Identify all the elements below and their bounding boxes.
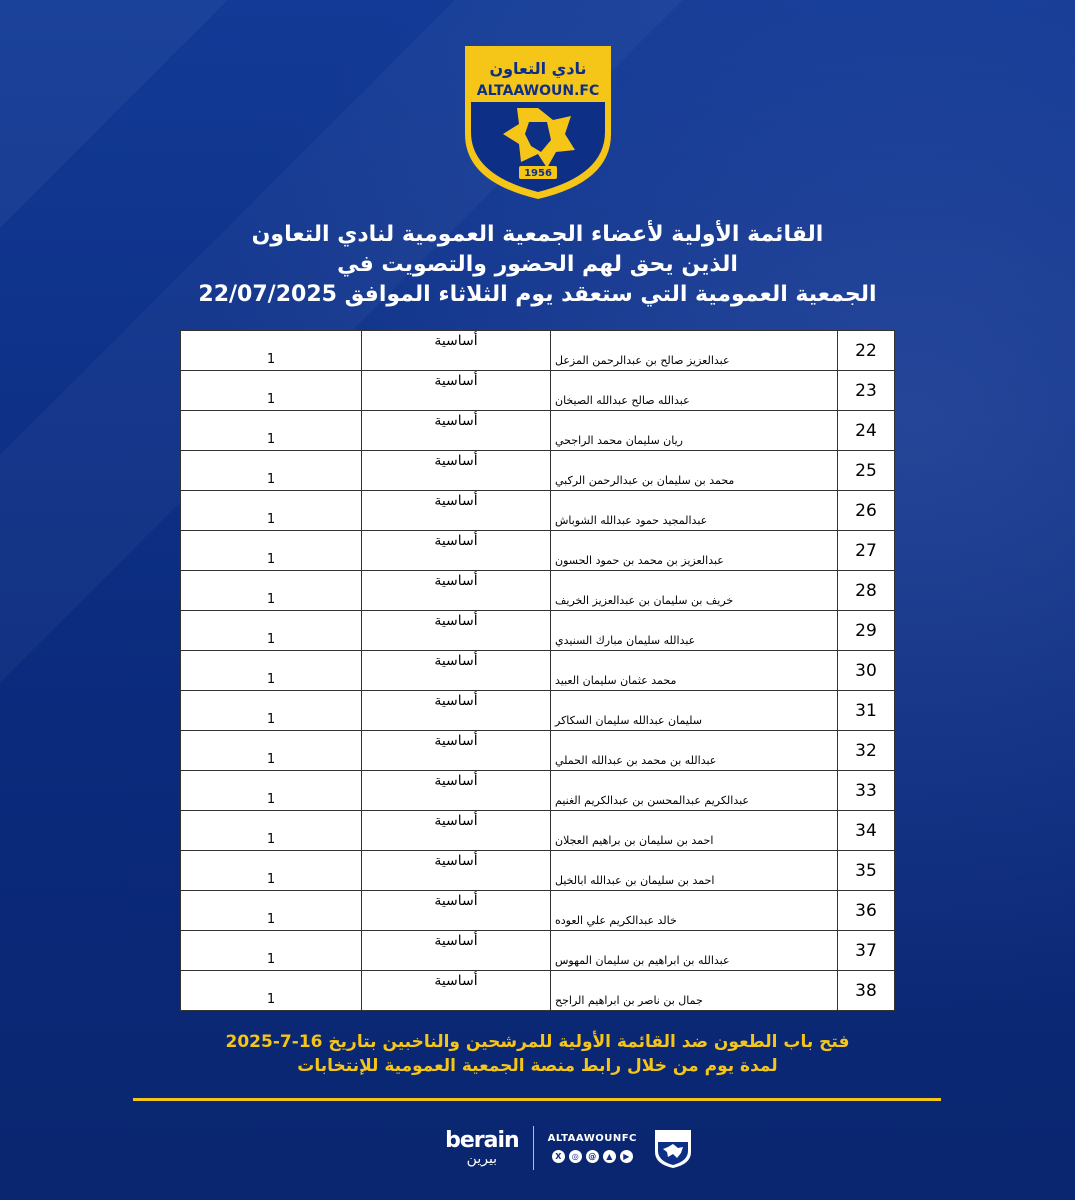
page-title bbox=[100, 220, 975, 310]
table-row bbox=[181, 771, 895, 811]
row-number: 31 bbox=[838, 691, 895, 731]
member-name: ريان سليمان محمد الراجحي bbox=[551, 411, 838, 451]
snapchat-icon[interactable]: ▲ bbox=[603, 1150, 616, 1163]
row-number: 23 bbox=[838, 371, 895, 411]
vote-count: 1 bbox=[181, 411, 362, 451]
crest-english: ALTAAWOUN.FC bbox=[476, 83, 600, 99]
member-name: عبدالله بن محمد بن عبدالله الحملي bbox=[551, 731, 838, 771]
table-row bbox=[181, 811, 895, 851]
member-name: عبدالله صالح عبدالله الصيخان bbox=[551, 371, 838, 411]
member-name: خالد عبدالكريم علي العوده bbox=[551, 891, 838, 931]
sponsor-logo bbox=[445, 1130, 519, 1166]
member-name: عبدالعزيز صالح بن عبدالرحمن المزعل bbox=[551, 331, 838, 371]
vote-count: 1 bbox=[181, 491, 362, 531]
row-number: 22 bbox=[838, 331, 895, 371]
appeal-notice bbox=[100, 1030, 975, 1078]
membership-type: أساسية bbox=[362, 371, 551, 411]
row-number: 32 bbox=[838, 731, 895, 771]
row-number: 26 bbox=[838, 491, 895, 531]
membership-type: أساسية bbox=[362, 811, 551, 851]
members-table bbox=[180, 330, 895, 1011]
title-line-1: القائمة الأولية لأعضاء الجمعية العمومية لنادي التعاون bbox=[251, 222, 824, 247]
vote-count: 1 bbox=[181, 651, 362, 691]
vote-count: 1 bbox=[181, 611, 362, 651]
table-row bbox=[181, 731, 895, 771]
vote-count: 1 bbox=[181, 971, 362, 1011]
row-number: 34 bbox=[838, 811, 895, 851]
member-name: خريف بن سليمان بن عبدالعزيز الخريف bbox=[551, 571, 838, 611]
member-name: سليمان عبدالله سليمان السكاكر bbox=[551, 691, 838, 731]
row-number: 38 bbox=[838, 971, 895, 1011]
member-name: محمد عثمان سليمان العبيد bbox=[551, 651, 838, 691]
row-number: 35 bbox=[838, 851, 895, 891]
row-number: 24 bbox=[838, 411, 895, 451]
table-row bbox=[181, 411, 895, 451]
member-name: عبدالعزيز بن محمد بن حمود الحسون bbox=[551, 531, 838, 571]
member-name: عبدالله سليمان مبارك السنيدي bbox=[551, 611, 838, 651]
row-number: 28 bbox=[838, 571, 895, 611]
row-number: 36 bbox=[838, 891, 895, 931]
row-number: 37 bbox=[838, 931, 895, 971]
table-row bbox=[181, 491, 895, 531]
table-row bbox=[181, 891, 895, 931]
table-row bbox=[181, 611, 895, 651]
crest-year: 1956 bbox=[524, 168, 552, 179]
youtube-icon[interactable]: ▶ bbox=[620, 1150, 633, 1163]
membership-type: أساسية bbox=[362, 531, 551, 571]
vote-count: 1 bbox=[181, 771, 362, 811]
row-number: 29 bbox=[838, 611, 895, 651]
row-number: 25 bbox=[838, 451, 895, 491]
member-name: محمد بن سليمان بن عبدالرحمن الركبي bbox=[551, 451, 838, 491]
membership-type: أساسية bbox=[362, 611, 551, 651]
footer-separator bbox=[533, 1126, 534, 1170]
member-name: احمد بن سليمان بن براهيم العجلان bbox=[551, 811, 838, 851]
footer bbox=[420, 1118, 720, 1178]
table-row bbox=[181, 851, 895, 891]
table-row bbox=[181, 971, 895, 1011]
table-row bbox=[181, 571, 895, 611]
vote-count: 1 bbox=[181, 891, 362, 931]
membership-type: أساسية bbox=[362, 691, 551, 731]
vote-count: 1 bbox=[181, 571, 362, 611]
member-name: عبدالمجيد حمود عبدالله الشوباش bbox=[551, 491, 838, 531]
membership-type: أساسية bbox=[362, 931, 551, 971]
sponsor-name-ar: بيرين bbox=[466, 1151, 498, 1167]
vote-count: 1 bbox=[181, 811, 362, 851]
membership-type: أساسية bbox=[362, 411, 551, 451]
notice-line-1: فتح باب الطعون ضد القائمة الأولية للمرشحين والناخبين بتاريخ 16-7-2025 bbox=[225, 1032, 850, 1052]
membership-type: أساسية bbox=[362, 971, 551, 1011]
membership-type: أساسية bbox=[362, 491, 551, 531]
x-icon[interactable]: X bbox=[552, 1150, 565, 1163]
table-row bbox=[181, 691, 895, 731]
table-row bbox=[181, 931, 895, 971]
membership-type: أساسية bbox=[362, 651, 551, 691]
table-row bbox=[181, 531, 895, 571]
vote-count: 1 bbox=[181, 731, 362, 771]
table-row bbox=[181, 651, 895, 691]
membership-type: أساسية bbox=[362, 331, 551, 371]
notice-line-2: لمدة يوم من خلال رابط منصة الجمعية العمومية للإنتخابات bbox=[297, 1056, 778, 1076]
row-number: 33 bbox=[838, 771, 895, 811]
title-line-2: الذين يحق لهم الحضور والتصويت في bbox=[337, 252, 738, 277]
member-name: احمد بن سليمان بن عبدالله ابالخيل bbox=[551, 851, 838, 891]
footer-divider bbox=[133, 1098, 941, 1101]
row-number: 27 bbox=[838, 531, 895, 571]
table-row bbox=[181, 371, 895, 411]
threads-icon[interactable]: @ bbox=[586, 1150, 599, 1163]
membership-type: أساسية bbox=[362, 731, 551, 771]
table-row bbox=[181, 331, 895, 371]
crest-arabic: نادي التعاون bbox=[489, 59, 587, 78]
table-row bbox=[181, 451, 895, 491]
social-block bbox=[548, 1133, 637, 1163]
membership-type: أساسية bbox=[362, 571, 551, 611]
member-name: عبدالكريم عبدالمحسن بن عبدالكريم الغنيم bbox=[551, 771, 838, 811]
member-name: جمال بن ناصر بن ابراهيم الراجح bbox=[551, 971, 838, 1011]
title-line-3: الجمعية العمومية التي ستعقد يوم الثلاثاء الموافق 22/07/2025 bbox=[198, 282, 877, 307]
membership-type: أساسية bbox=[362, 851, 551, 891]
member-name: عبدالله بن ابراهيم بن سليمان المهوس bbox=[551, 931, 838, 971]
sponsor-name-en: berain bbox=[445, 1128, 519, 1153]
row-number: 30 bbox=[838, 651, 895, 691]
crest-shield-icon bbox=[461, 42, 615, 202]
vote-count: 1 bbox=[181, 371, 362, 411]
vote-count: 1 bbox=[181, 851, 362, 891]
social-handle: ALTAAWOUNFC bbox=[547, 1133, 637, 1144]
vote-count: 1 bbox=[181, 531, 362, 571]
club-crest bbox=[461, 42, 615, 202]
vote-count: 1 bbox=[181, 931, 362, 971]
vote-count: 1 bbox=[181, 331, 362, 371]
membership-type: أساسية bbox=[362, 451, 551, 491]
vote-count: 1 bbox=[181, 451, 362, 491]
footer-crest-icon bbox=[651, 1126, 695, 1170]
instagram-icon[interactable]: ◎ bbox=[569, 1150, 582, 1163]
membership-type: أساسية bbox=[362, 771, 551, 811]
membership-type: أساسية bbox=[362, 891, 551, 931]
vote-count: 1 bbox=[181, 691, 362, 731]
